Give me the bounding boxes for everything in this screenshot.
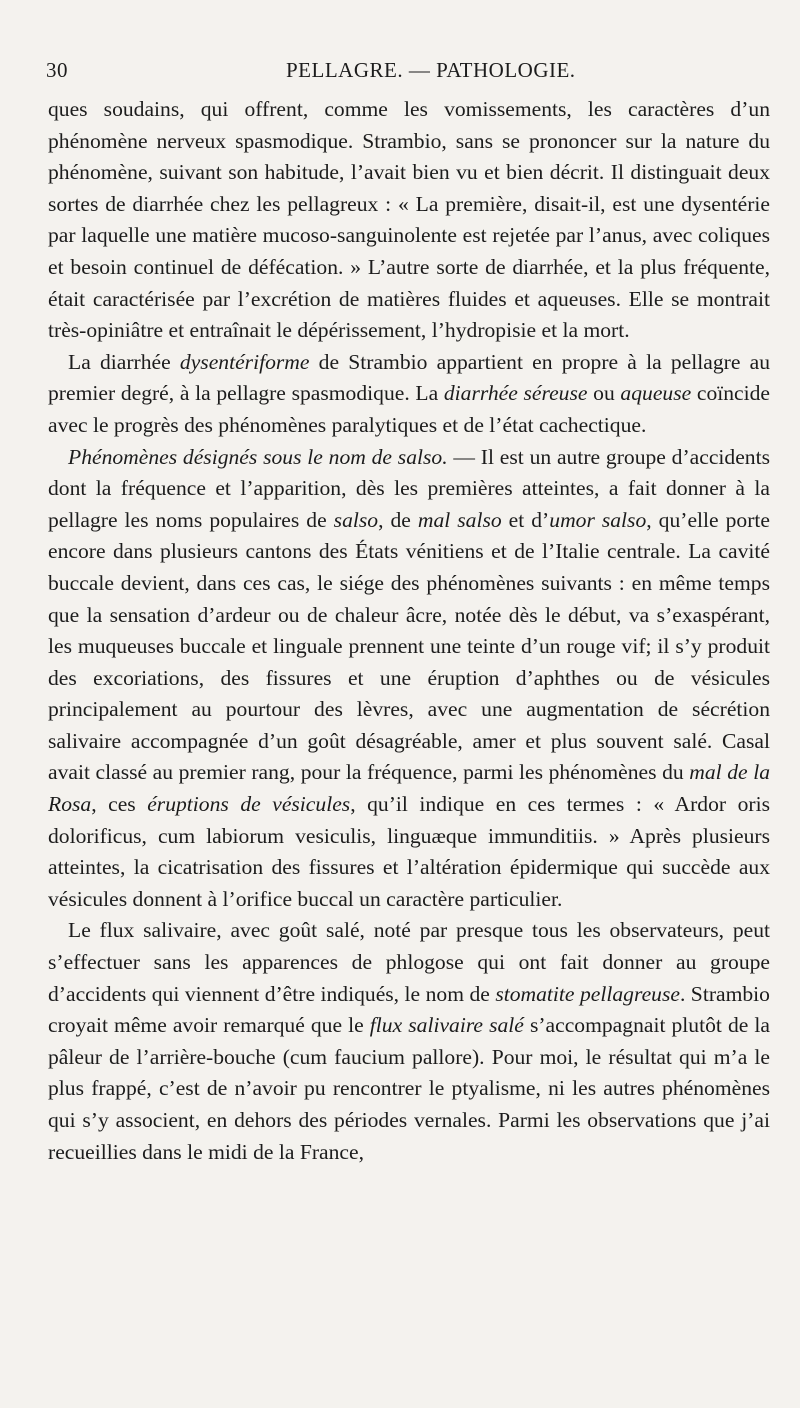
page-number: 30 [46, 58, 68, 82]
paragraph-3 [48, 442, 770, 916]
italic-term: dysentériforme [179, 349, 310, 374]
italic-term: stomatite pellagreuse [495, 981, 680, 1006]
section-heading: Phénomènes désignés sous le nom de salso. [68, 444, 448, 469]
italic-term: mal de la Rosa [48, 760, 770, 817]
italic-term: éruptions de vésicules [147, 792, 351, 817]
running-title: PELLAGRE. — PATHOLOGIE. [286, 58, 576, 82]
text-run: La diarrhée [68, 349, 180, 374]
page-header [46, 58, 770, 86]
italic-term: mal salso [417, 507, 502, 532]
italic-term: aqueuse [620, 381, 692, 406]
paragraph-4 [48, 915, 770, 1168]
text-run: Le flux salivaire, avec goût salé, noté par presque tous les observateurs, peut s’effectuer sans les apparences de phlogose qui ont fait donner au groupe d’accidents qui viennent d’être indiqués, le nom de [48, 918, 770, 1006]
text-run: . Strambio croyait même avoir remarqué que le [48, 981, 770, 1038]
text-run: , qu’il indique en ces termes : « Ardor oris dolorificus, cum labiorum vesiculis, linguæque immunditiis. » Après plusieurs atteintes, la cicatrisation des fissures et l’altération épidermique qui succède aux vésicules donnent à l’orifice buccal un caractère particulier. [48, 792, 770, 911]
italic-term: salso [333, 507, 379, 532]
italic-term: flux salivaire salé [369, 1013, 524, 1038]
text-run: coïncide avec le progrès des phénomènes paralytiques et de l’état cachectique. [48, 381, 771, 437]
text-run: de Strambio appartient en propre à la pellagre au premier degré, à la pellagre spasmodique. La [48, 349, 770, 406]
italic-term: diarrhée séreuse [443, 381, 588, 406]
text-run: s’accompagnait plutôt de la pâleur de l’arrière-bouche (cum faucium pallore). Pour moi, le résultat qui m’a le plus frappé, c’est de n’avoir pu rencontrer le ptyalisme, ni les autres phénomènes qui s’y associent, en dehors des périodes vernales. Parmi les observations que j’ai recueillies dans le midi de la France, [48, 1013, 771, 1164]
text-run: ou [587, 381, 621, 406]
paragraph-2 [48, 347, 770, 442]
text-run: — Il est un autre groupe d’accidents dont la fréquence et l’apparition, dès les premières atteintes, a fait donner à la pellagre les noms populaires de [48, 444, 770, 532]
italic-term: umor salso [549, 507, 647, 532]
body-text [48, 94, 770, 1168]
text-run: , qu’elle porte encore dans plusieurs cantons des États vénitiens et de l’Italie centrale. La cavité buccale devient, dans ces cas, le siége des phénomènes suivants : en même temps que la sensation d’ardeur ou de chaleur âcre, notée dès le début, va s’exaspérant, les muqueuses buccale et linguale prennent une teinte d’un rouge vif; il s’y produit des excoriations, des fissures et une éruption d’aphthes ou de vésicules principalement au pourtour des lèvres, avec une augmentation de sécrétion salivaire accompagnée d’un goût désagréable, amer et plus souvent salé. Casal avait classé au premier rang, pour la fréquence, parmi les phénomènes du [48, 507, 770, 785]
text-run: et d’ [501, 507, 550, 532]
text-run: , ces [91, 792, 148, 817]
text-run: , de [378, 507, 418, 532]
paragraph-1: ques soudains, qui offrent, comme les vomissements, les caractères d’un phénomène nerveux spasmodique. Strambio, sans se prononcer sur la nature du phénomène, suivant son habitude, l’avait bien vu et bien décrit. Il distinguait deux sortes de diarrhée chez les pellagreux : « La première, disait-il, est une dysentérie par laquelle une matière mucoso-sanguinolente est rejetée par l’anus, avec coliques et besoin continuel de défécation. » L’autre sorte de diarrhée, et la plus fréquente, était caractérisée par l’excrétion de matières fluides et aqueuses. Elle se montrait très-opiniâtre et entraînait le dépérissement, l’hydropisie et la mort. [48, 97, 770, 343]
